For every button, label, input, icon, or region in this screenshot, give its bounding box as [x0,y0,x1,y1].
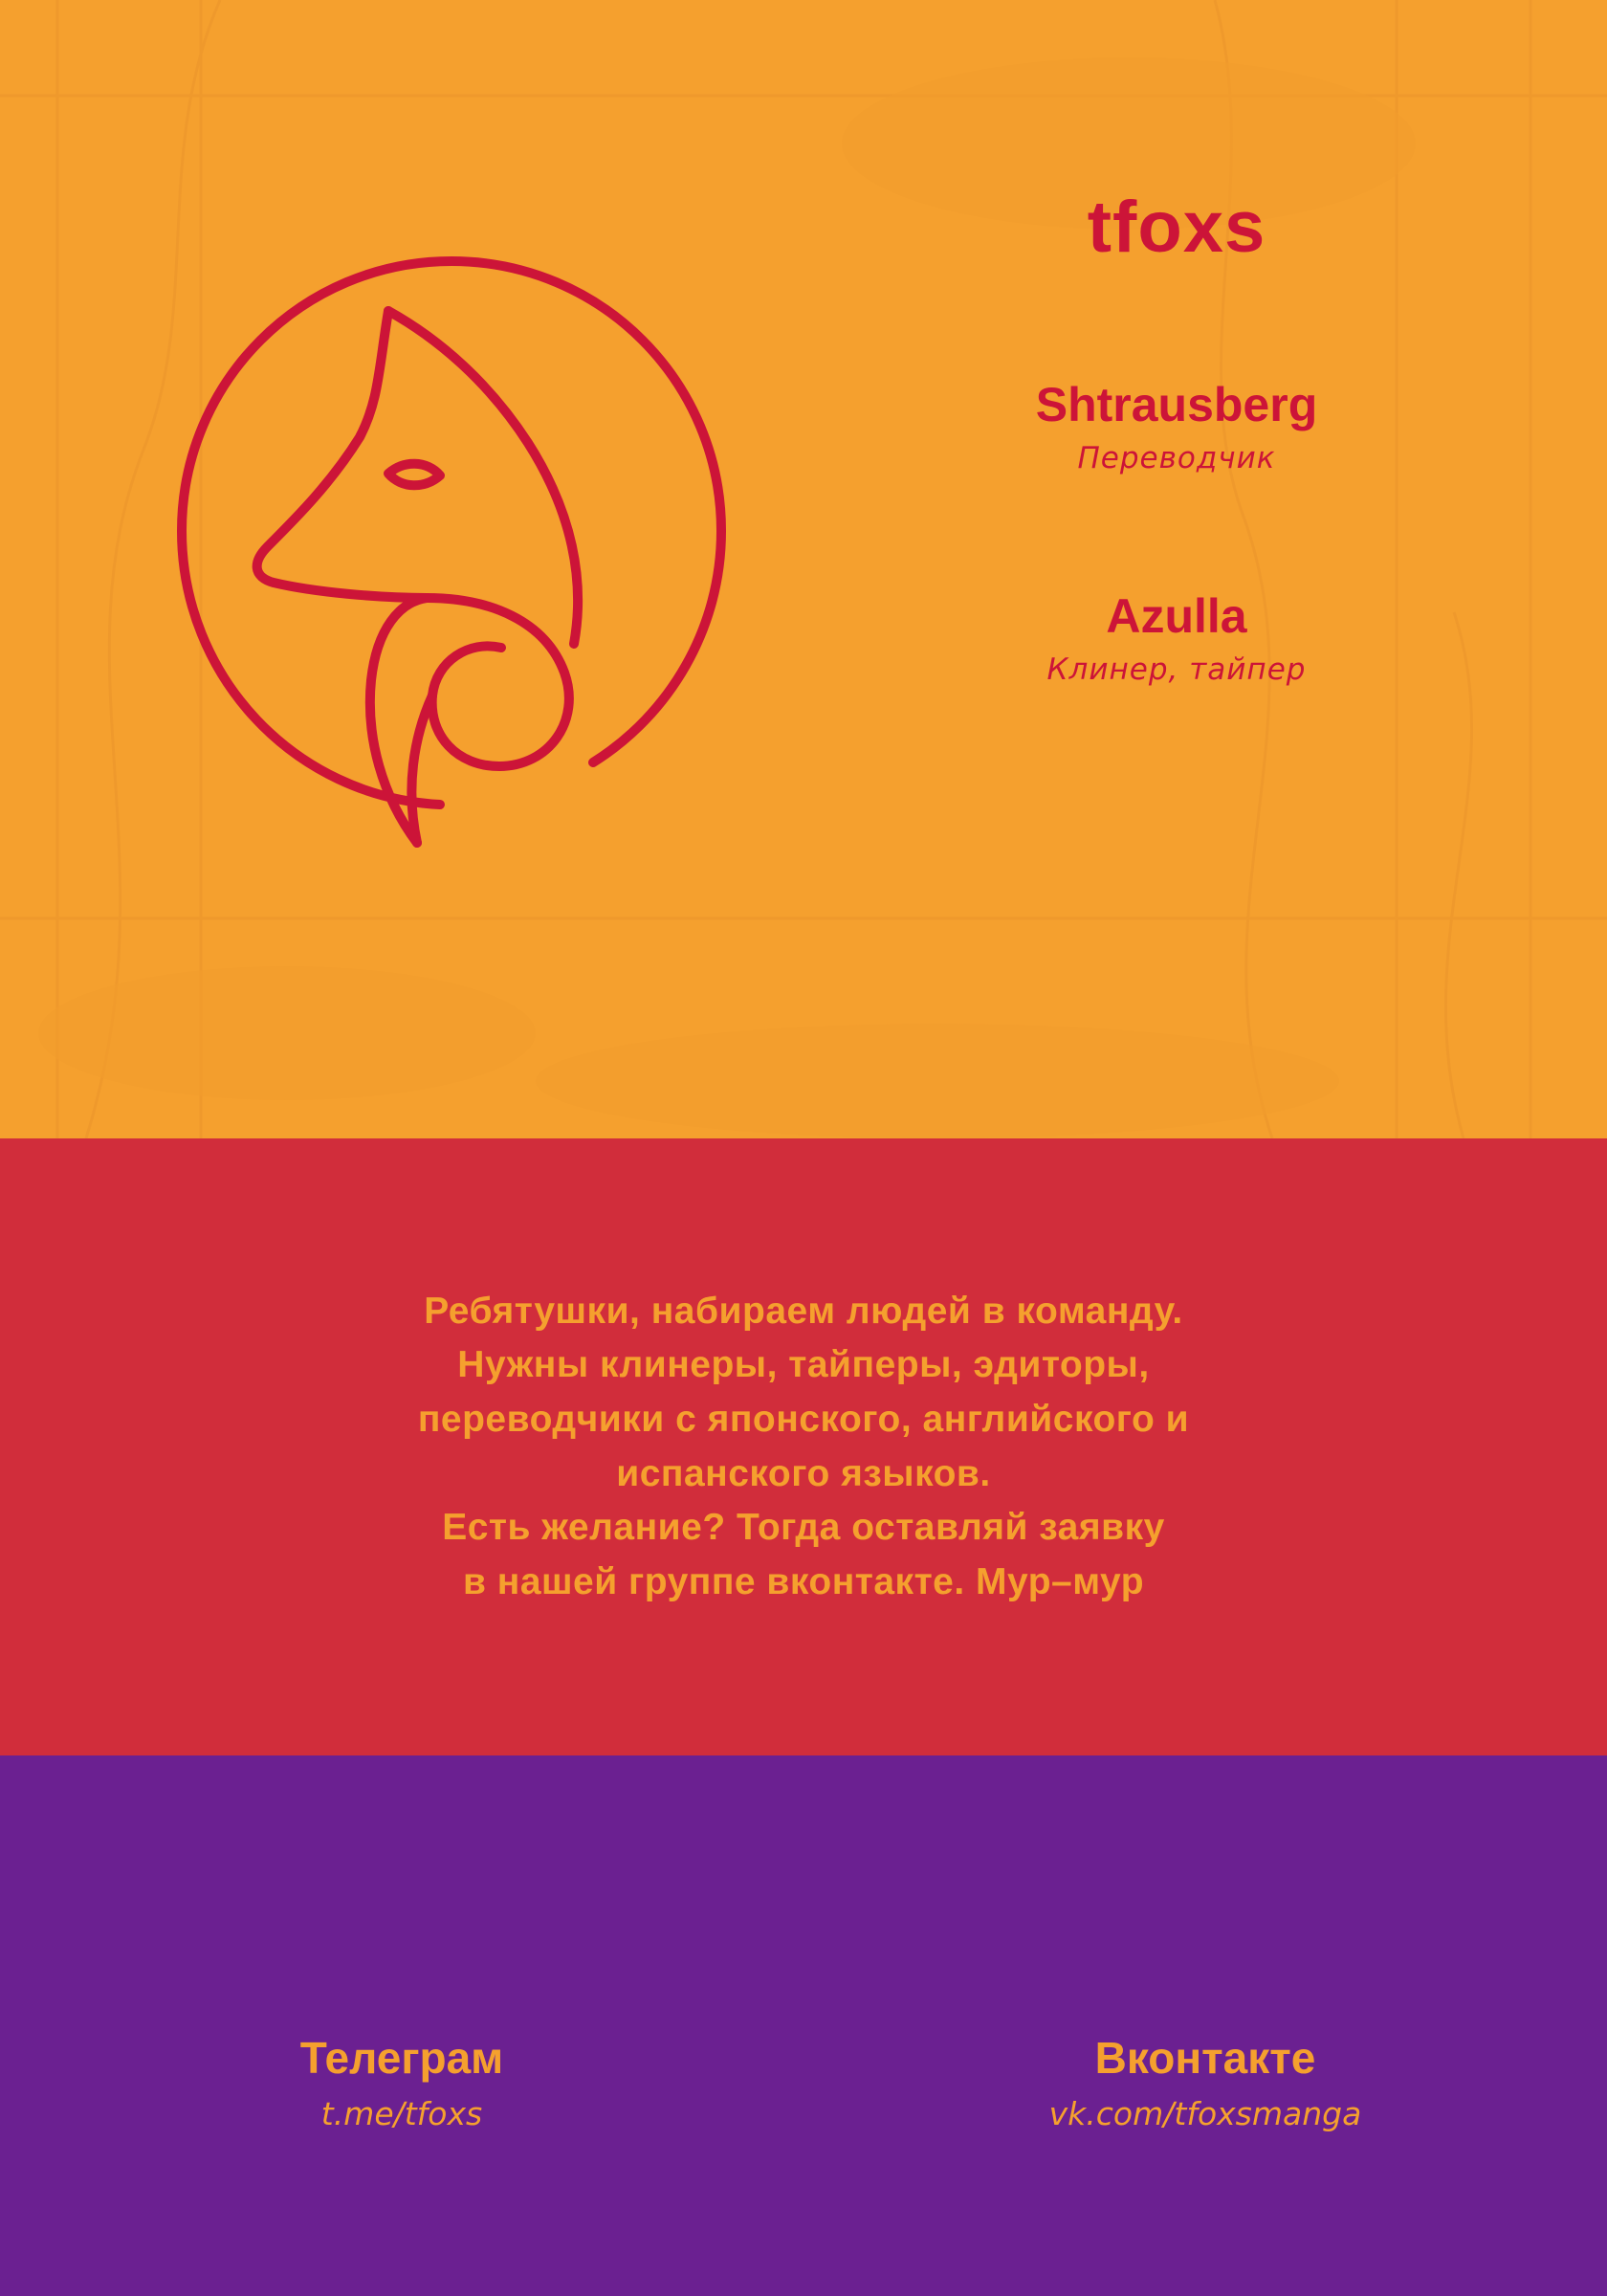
credit-role: Переводчик [1077,441,1276,475]
credit-entry [823,590,1530,687]
credits-column [823,187,1530,687]
recruitment-line: Нужны клинеры, тайперы, эдиторы, [457,1344,1150,1386]
brand-title: tfoxs [1087,187,1266,268]
link-title: Вконтакте [1094,2032,1316,2083]
recruitment-line: Ребятушки, набираем людей в команду. [424,1290,1183,1332]
credits-band [0,0,1607,1138]
credit-name: Azulla [1106,589,1247,643]
link-url[interactable]: t.me/tfoxs [320,2095,483,2133]
recruitment-line: переводчики с японского, английского и [417,1398,1190,1440]
recruitment-line: Есть желание? Тогда оставляй заявку [442,1507,1165,1549]
recruitment-band [0,1138,1607,1755]
links-band [0,1755,1607,2296]
credit-name: Shtrausberg [1035,378,1318,431]
link-title: Телеграм [299,2032,504,2083]
recruitment-text [380,1285,1227,1609]
link-telegram[interactable] [33,2034,772,2133]
recruitment-line: испанского языков. [616,1452,991,1494]
link-vkontakte[interactable] [836,2034,1575,2133]
credits-inner [0,0,1607,1138]
credit-entry [823,379,1530,475]
recruitment-line: в нашей группе вконтакте. Мур–мур [462,1560,1145,1602]
link-url[interactable]: vk.com/tfoxsmanga [1048,2095,1362,2133]
credit-role: Клинер, тайпер [1046,652,1307,687]
fox-head-circle-icon [153,196,765,866]
